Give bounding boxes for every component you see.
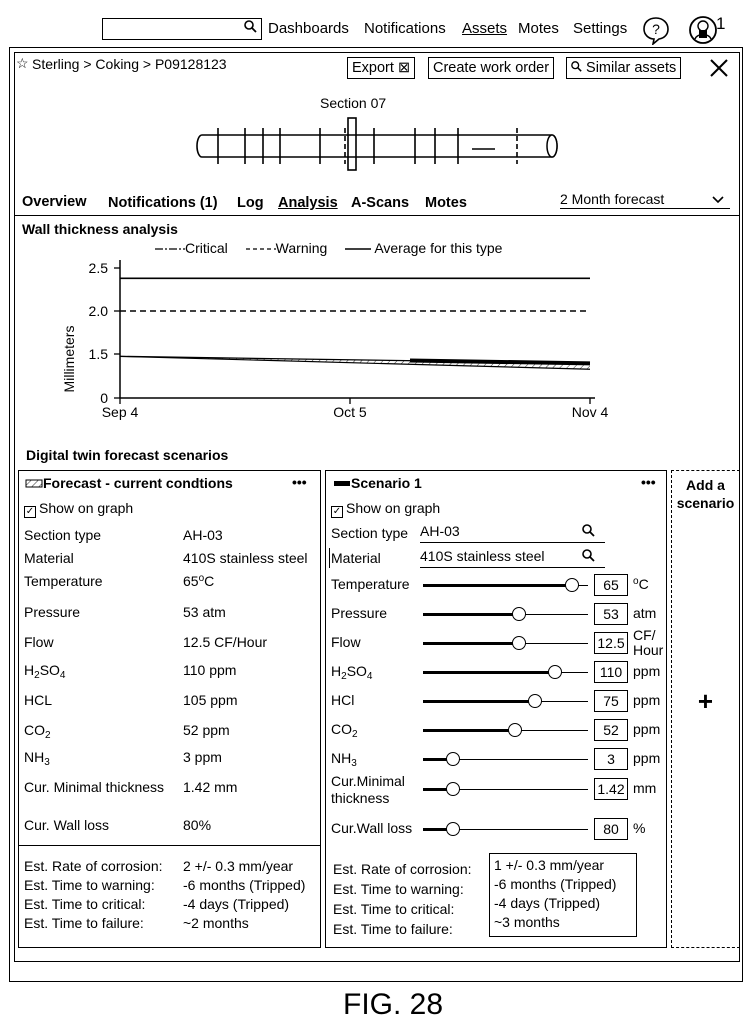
x-tick-label: Oct 5 — [333, 404, 367, 420]
formula-part: 3 — [44, 757, 50, 768]
forecast-est-value: -6 months (Tripped) — [183, 877, 306, 893]
nav-notifications[interactable]: Notifications — [364, 20, 446, 37]
figure-caption: FIG. 28 — [343, 988, 444, 1021]
value-text: 1.42 mm — [183, 779, 238, 795]
scenario1-more-button[interactable]: ••• — [641, 474, 656, 490]
s1-slider-label — [331, 750, 357, 769]
s1-section-type-field[interactable]: AH-03 — [420, 523, 605, 543]
forecast-select[interactable]: 2 Month forecast — [560, 191, 730, 209]
pipe-diagram[interactable] — [190, 115, 565, 175]
forecast-row-value — [183, 550, 308, 566]
slider-knob[interactable] — [446, 822, 460, 836]
s1-slider-label — [331, 663, 372, 682]
y-tick-label: 1.5 — [88, 346, 108, 362]
slider-knob[interactable] — [548, 665, 562, 679]
search-input[interactable] — [102, 18, 262, 40]
s1-slider-label: Cur.Wall loss — [331, 820, 413, 836]
s1-slider-label — [331, 721, 358, 740]
degree-icon: o — [198, 573, 205, 584]
tab-divider — [14, 215, 740, 216]
close-icon[interactable] — [708, 57, 730, 84]
forecast-row-value — [183, 527, 223, 543]
formula-part: H — [24, 662, 35, 678]
tab-a-scans[interactable]: A-Scans — [351, 195, 410, 211]
legend-critical: Critical — [185, 240, 228, 256]
s1-unit — [633, 820, 645, 836]
forecast-est-value: -4 days (Tripped) — [183, 896, 290, 912]
forecast-row-label: Flow — [24, 634, 54, 650]
s1-est-label: Est. Time to warning: — [333, 881, 464, 897]
x-tick-label: Nov 4 — [571, 404, 609, 420]
formula-part: 4 — [366, 671, 373, 682]
chart-heading: Wall thickness analysis — [22, 221, 178, 237]
slider-knob[interactable] — [512, 607, 526, 621]
s1-est-value: -6 months (Tripped) — [494, 876, 617, 892]
formula-part: SO — [346, 663, 367, 679]
similar-assets-button[interactable]: Similar assets — [566, 57, 681, 79]
forecast-row-value — [183, 779, 237, 795]
value-text: 12.5 CF/Hour — [183, 634, 268, 650]
forecast-more-button[interactable]: ••• — [292, 474, 307, 490]
svg-text:?: ? — [652, 21, 660, 37]
nav-motes[interactable]: Motes — [518, 20, 559, 37]
s1-material-label: Material — [331, 550, 381, 566]
search-icon[interactable] — [244, 20, 257, 36]
s1-value-input[interactable]: 12.5 — [594, 632, 628, 654]
forecast-row-value — [183, 817, 211, 833]
s1-slider[interactable] — [423, 694, 588, 708]
formula-part: NH — [331, 750, 352, 766]
s1-slider-label: Cur.Minimal thickness — [331, 773, 405, 806]
s1-est-label: Est. Time to critical: — [333, 901, 455, 917]
slider-fill — [423, 642, 519, 645]
s1-unit — [633, 692, 660, 708]
forecast-row-label: Section type — [24, 527, 102, 543]
forecast-divider — [18, 845, 321, 846]
formula-part: 2 — [341, 671, 347, 682]
x-tick-label: Sep 4 — [101, 404, 139, 420]
formula-part: NH — [24, 749, 45, 765]
search-icon[interactable] — [582, 524, 595, 542]
s1-section-type-label: Section type — [331, 525, 409, 541]
value-text: 65 — [183, 573, 199, 589]
s1-slider[interactable] — [423, 782, 588, 796]
s1-unit — [633, 780, 656, 796]
degree-icon: o — [633, 576, 639, 587]
s1-slider-label: Pressure — [331, 605, 388, 621]
unit-text: mm — [633, 780, 657, 796]
unit-text: atm — [633, 605, 657, 621]
s1-value-input[interactable]: 110 — [594, 661, 628, 683]
chevron-down-icon — [712, 191, 724, 209]
create-work-order-button[interactable]: Create work order — [428, 57, 554, 79]
scenarios-heading: Digital twin forecast scenarios — [26, 447, 229, 463]
s1-unit — [633, 663, 660, 679]
forecast-row-label — [24, 722, 51, 741]
value-text: 80% — [183, 817, 212, 833]
unit-text: C — [204, 573, 215, 589]
unit-text: ppm — [633, 721, 661, 737]
formula-part: 2 — [45, 730, 51, 741]
s1-slider[interactable] — [423, 822, 588, 836]
nav-settings[interactable]: Settings — [573, 20, 628, 37]
legend-warning: Warning — [275, 240, 328, 256]
forecast-row-label: Temperature — [24, 573, 103, 589]
wall-thickness-chart — [50, 255, 620, 425]
nav-dashboards[interactable]: Dashboards — [268, 20, 349, 37]
s1-unit — [633, 750, 660, 766]
formula-part: CO — [331, 721, 352, 737]
forecast-row-value — [183, 634, 267, 650]
value-text: 105 ppm — [183, 692, 238, 708]
forecast-row-value — [183, 662, 236, 678]
scenario1-show-on-graph[interactable]: ✓ Show on graph — [332, 500, 441, 517]
s1-slider-label: Flow — [331, 634, 361, 650]
add-scenario-button[interactable] — [671, 470, 740, 948]
forecast-row-label: HCL — [24, 692, 53, 708]
solid-swatch-icon — [333, 479, 351, 488]
s1-unit — [633, 721, 660, 737]
s1-slider[interactable] — [423, 607, 588, 621]
forecast-row-value — [183, 573, 214, 589]
forecast-row-value — [183, 604, 226, 620]
add-scenario-label: Add a scenario — [676, 477, 735, 511]
unit-text: ppm — [633, 663, 661, 679]
star-icon[interactable]: ☆ — [16, 55, 29, 71]
s1-value-input[interactable]: 1.42 — [594, 778, 628, 800]
search-icon — [571, 60, 582, 76]
chart-legend — [155, 240, 502, 256]
tab-motes[interactable]: Motes — [425, 195, 467, 211]
scenario1-title: Scenario 1 — [333, 475, 422, 491]
slider-knob[interactable] — [446, 782, 460, 796]
plus-icon: + — [697, 686, 714, 716]
forecast-est-label: Est. Time to warning: — [24, 877, 155, 893]
formula-part: H — [331, 663, 342, 679]
forecast-row-label: Pressure — [24, 604, 81, 620]
checkbox-checked-icon[interactable]: ✓ — [332, 506, 342, 517]
slider-fill — [423, 700, 535, 703]
value-text: 410S stainless steel — [183, 550, 308, 566]
formula-part: 4 — [59, 670, 66, 681]
s1-value-input[interactable]: 53 — [594, 603, 628, 625]
s1-material-field[interactable]: 410S stainless steel — [420, 548, 605, 568]
formula-part: 2 — [34, 670, 40, 681]
slider-knob[interactable] — [528, 694, 542, 708]
formula-part: 2 — [352, 729, 358, 740]
forecast-est-label: Est. Time to critical: — [24, 896, 146, 912]
s1-unit — [633, 605, 656, 621]
value-text: 3 ppm — [183, 749, 222, 765]
user-avatar-icon[interactable] — [688, 14, 718, 51]
s1-est-label: Est. Time to failure: — [333, 921, 453, 937]
forecast-row-label: Cur. Minimal thickness — [24, 779, 165, 795]
forecast-row-label — [24, 662, 65, 681]
slider-knob[interactable] — [565, 578, 579, 592]
slider-knob[interactable] — [508, 723, 522, 737]
y-tick-label: 2.5 — [88, 260, 108, 276]
s1-slider-label: HCl — [331, 692, 355, 708]
s1-unit — [633, 576, 649, 592]
s1-slider[interactable] — [423, 636, 588, 650]
unit-text: CF/ Hour — [633, 627, 664, 658]
forecast-est-label: Est. Rate of corrosion: — [24, 858, 163, 874]
value-text: 53 atm — [183, 604, 226, 620]
formula-part: SO — [39, 662, 60, 678]
forecast-est-value: 2 +/- 0.3 mm/year — [183, 858, 294, 874]
slider-fill — [423, 613, 519, 616]
forecast-row-label — [24, 749, 50, 768]
s1-est-value: -4 days (Tripped) — [494, 895, 601, 911]
slider-fill — [423, 671, 555, 674]
forecast-row-label: Cur. Wall loss — [24, 817, 110, 833]
tab-overview[interactable]: Overview — [22, 194, 87, 210]
s1-slider[interactable] — [423, 723, 588, 737]
forecast-row-value — [183, 749, 222, 765]
section-label: Section 07 — [320, 95, 387, 111]
slider-fill — [423, 584, 572, 587]
s1-est-label: Est. Rate of corrosion: — [333, 861, 472, 877]
forecast-row-value — [183, 692, 237, 708]
checkbox-checked-icon[interactable]: ✓ — [25, 506, 35, 517]
y-tick-label: 0 — [100, 390, 108, 406]
forecast-show-on-graph[interactable]: ✓ Show on graph — [25, 500, 134, 517]
unit-text: C — [638, 576, 649, 592]
export-icon: ⊠ — [397, 60, 411, 76]
s1-value-input[interactable]: 3 — [594, 748, 628, 770]
formula-part: 3 — [351, 758, 357, 769]
s1-unit — [633, 628, 667, 658]
unit-text: % — [633, 820, 646, 836]
slider-fill — [423, 729, 515, 732]
notification-badge: 1 — [716, 14, 726, 33]
s1-est-value: 1 +/- 0.3 mm/year — [494, 857, 605, 873]
s1-value-input[interactable]: 52 — [594, 719, 628, 741]
slider-knob[interactable] — [512, 636, 526, 650]
s1-slider-label: Temperature — [331, 576, 410, 592]
help-bubble-icon[interactable] — [641, 15, 671, 50]
forecast-title: Forecast - current condtions — [25, 475, 233, 491]
nav-assets[interactable]: Assets — [462, 20, 508, 37]
search-icon[interactable] — [582, 549, 595, 567]
s1-field-divider — [329, 548, 330, 568]
value-text: 110 ppm — [183, 662, 237, 678]
value-text: 52 ppm — [183, 722, 230, 738]
value-text: AH-03 — [183, 527, 223, 543]
export-button[interactable]: Export ⊠ — [347, 57, 415, 79]
y-axis-label: Millimeters — [61, 325, 77, 393]
legend-average: Average for this type — [374, 240, 503, 256]
s1-slider[interactable] — [423, 578, 588, 592]
breadcrumb[interactable]: Sterling > Coking > P09128123 — [32, 56, 227, 72]
unit-text: ppm — [633, 750, 661, 766]
s1-value-input[interactable]: 80 — [594, 818, 628, 840]
s1-est-value: ~3 months — [494, 914, 560, 930]
s1-slider[interactable] — [423, 752, 588, 766]
forecast-est-label: Est. Time to failure: — [24, 915, 144, 931]
s1-slider[interactable] — [423, 665, 588, 679]
unit-text: ppm — [633, 692, 661, 708]
s1-value-input[interactable]: 75 — [594, 690, 628, 712]
tab-log[interactable]: Log — [237, 195, 264, 211]
tab-analysis[interactable]: Analysis — [278, 195, 338, 211]
y-tick-label: 2.0 — [88, 303, 108, 319]
s1-value-input[interactable]: 65 — [594, 574, 628, 596]
forecast-row-value — [183, 722, 230, 738]
formula-part: CO — [24, 722, 45, 738]
forecast-row-label: Material — [24, 550, 74, 566]
forecast-est-value: ~2 months — [183, 915, 249, 931]
hatch-swatch-icon — [25, 479, 43, 488]
slider-knob[interactable] — [446, 752, 460, 766]
tab-notifications[interactable]: Notifications (1) — [108, 195, 218, 211]
